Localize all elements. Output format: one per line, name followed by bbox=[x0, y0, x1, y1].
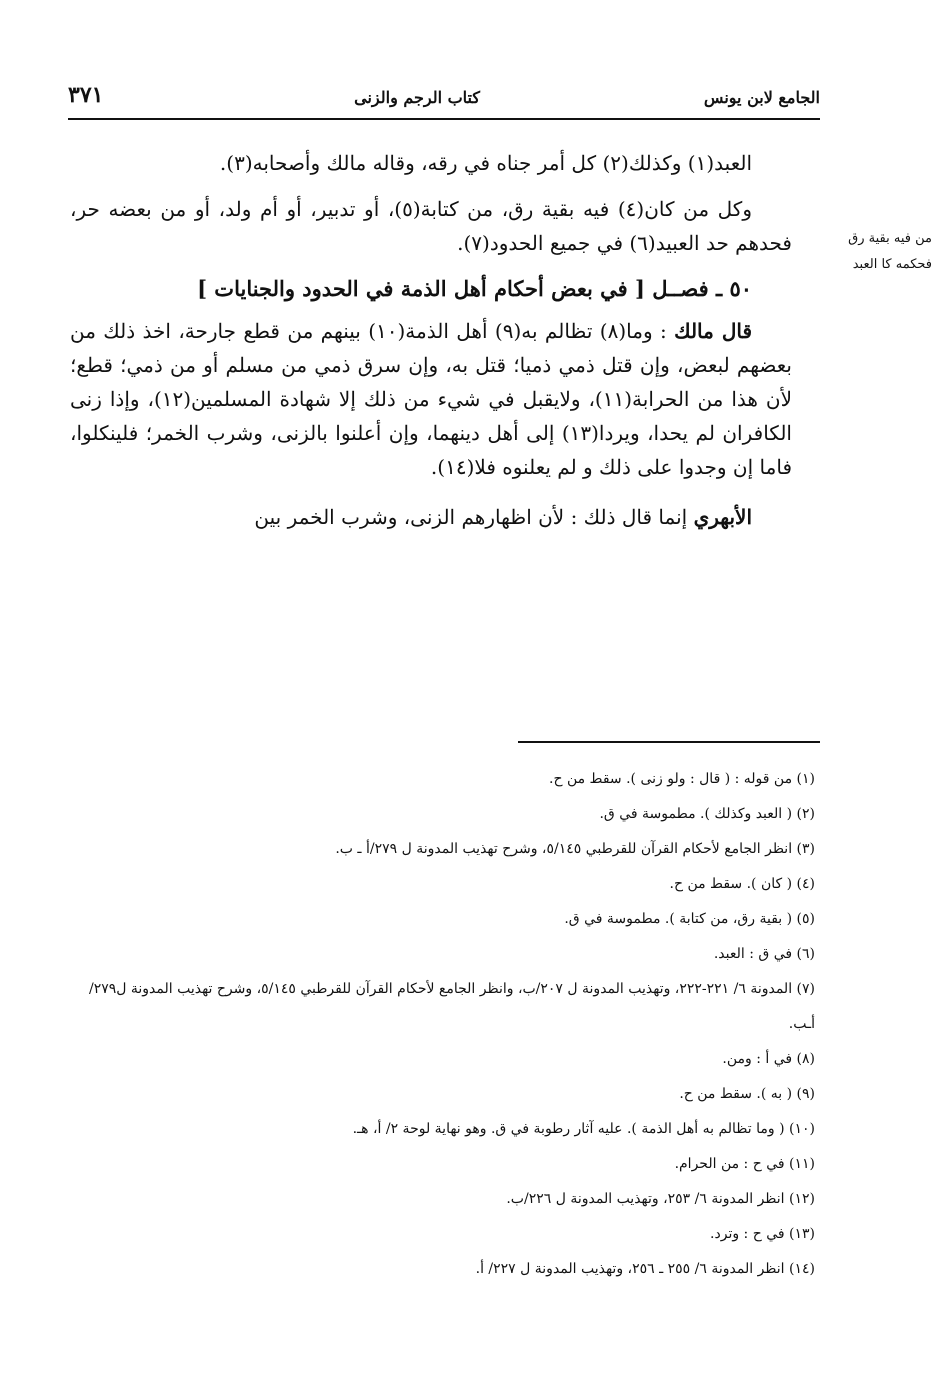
paragraph-text: : وما(٨) تظالم به(٩) أهل الذمة(١٠) بينهم من قطع جارحة، اخذ ذلك من بعضهم لبعض، وإن قتل ذمي ذميا؛ قتل به، وإن سرق ذمي من مسلم أو من ذمي؛ قطع؛ لأن هذا من الحرابة(١١)، ولايقبل في شيء من ذلك إلا شهادة المسلمين(١٢)، وإذا زنى الكافران لم يحدا، ويردا(١٣) إلى أهل دينهما، وإن أعلنوا بالزنى، وشرب الخمر؛ فلينكلوا، فاما إن وجدوا على ذلك و لم يعلنوه فلا(١٤). bbox=[70, 319, 793, 479]
footnote: (٧) المدونة ٦/ ٢٢١-٢٢٢، وتهذيب المدونة ل ٢٠٧/ب، وانظر الجامع لأحكام القرآن للقرطبي ٥/١٤٥، وشرح تهذيب المدونة ل٢٧٩/أـب. bbox=[88, 981, 815, 1032]
footnote: (١٣) في ح : وترد. bbox=[710, 1226, 815, 1242]
paragraph: العبد(١) وكذلك(٢) كل أمر جناه في رقه، وقاله مالك وأصحابه(٣). bbox=[219, 151, 752, 175]
footnote: (٤) ( كان ). سقط من ح. bbox=[669, 876, 815, 892]
paragraph: وكل من كان(٤) فيه بقية رق، من كتابة(٥)، أو تدبير، أو أم ولد، أو من بعضه حر، فحدهم حد العبيد(٦) في جميع الحدود(٧). bbox=[70, 197, 792, 255]
footnote: (١٤) انظر المدونة ٦/ ٢٥٥ ـ ٢٥٦، وتهذيب المدونة ل ٢٢٧/ أ. bbox=[475, 1261, 815, 1277]
book-title: الجامع لابن يونس bbox=[703, 88, 820, 107]
paragraph bbox=[70, 500, 792, 534]
margin-note bbox=[828, 226, 932, 278]
page-number: ٣٧١ bbox=[68, 82, 104, 108]
speaker-name: الأبهري bbox=[693, 505, 752, 529]
footnote: (٥) ( بقية رق، من كتابة ). مطموسة في ق. bbox=[564, 911, 815, 927]
section-heading: ٥٠ ـ فصــل [ في بعض أحكام أهل الذمة في الحدود والجنايات ] bbox=[197, 276, 752, 301]
footnote: (١) من قوله : ( قال : ولو زنى ). سقط من ح. bbox=[549, 771, 815, 787]
margin-note-line: فحكمه كا العبد bbox=[852, 257, 932, 272]
footnotes bbox=[80, 762, 815, 1287]
paragraph-text: إنما قال ذلك : لأن اظهارهم الزنى، وشرب الخمر بين bbox=[254, 505, 688, 529]
footnote: (٨) في أ : ومن. bbox=[722, 1051, 815, 1067]
header-rule bbox=[68, 118, 820, 120]
footnote: (١٢) انظر المدونة ٦/ ٢٥٣، وتهذيب المدونة ل ٢٢٦/ب. bbox=[506, 1191, 815, 1207]
footnote: (٣) انظر الجامع لأحكام القرآن للقرطبي ٥/١٤٥، وشرح تهذيب المدونة ل ٢٧٩/أ ـ ب. bbox=[335, 841, 815, 857]
footnote: (٩) ( به ). سقط من ح. bbox=[679, 1086, 815, 1102]
paragraph bbox=[70, 314, 792, 484]
speaker-name: قال مالك bbox=[674, 319, 753, 343]
running-header bbox=[68, 82, 820, 116]
main-text bbox=[70, 146, 792, 534]
footnote: (٦) في ق : العبد. bbox=[713, 946, 815, 962]
chapter-title: كتاب الرجم والزنى bbox=[354, 88, 480, 107]
margin-note-line: من فيه بقية رق bbox=[848, 231, 932, 246]
footnote-separator bbox=[518, 741, 820, 743]
footnote: (٢) ( العبد وكذلك ). مطموسة في ق. bbox=[599, 806, 815, 822]
footnote: (١١) في ح : من الحرام. bbox=[674, 1156, 815, 1172]
footnote: (١٠) ( وما تظالم به أهل الذمة ). عليه آثار رطوبة في ق. وهو نهاية لوحة ٢/ أ، هـ. bbox=[352, 1121, 815, 1137]
